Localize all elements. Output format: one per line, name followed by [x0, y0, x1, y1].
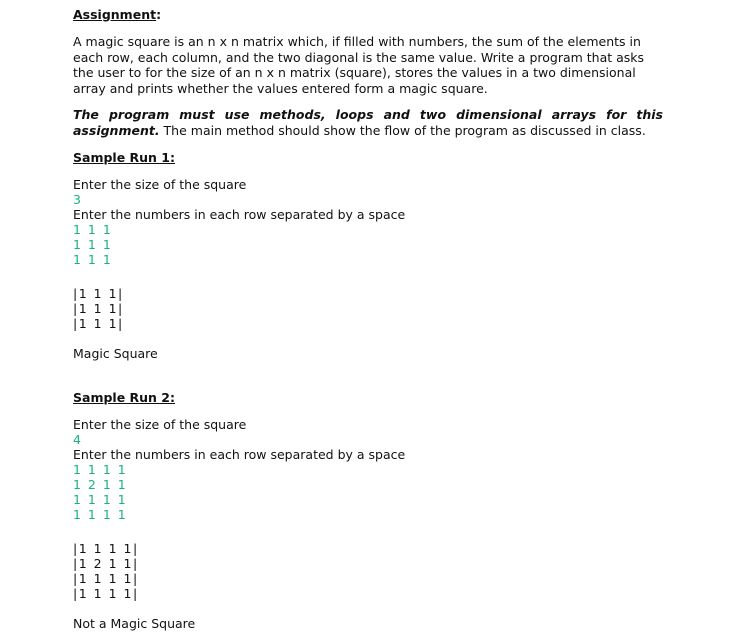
requirement-rest: The main method should show the flow of the program as discussed in class. [159, 122, 646, 138]
assignment-heading-text: Assignment [73, 7, 157, 22]
assignment-heading-colon: : [156, 7, 162, 22]
run2-matrix-row: |1 2 1 1| [73, 556, 139, 571]
run2-matrix-row: |1 1 1 1| [73, 586, 139, 601]
assignment-description: A magic square is an n x n matrix which, if filled with numbers, the sum of the elements in each row, each column, and the two diagonal is the same value. Write a program that asks the user to for the size of an n x n matrix (square), stores the values in a two dimensional array and prints whether the values entered form a magic square. [73, 34, 645, 96]
run2-input-row: 1 1 1 1 [73, 507, 128, 522]
sample-run-2-console [73, 417, 663, 631]
run2-matrix-row: |1 1 1 1| [73, 541, 139, 556]
run1-input-row: 1 1 1 [73, 252, 113, 267]
run1-size-input: 3 [73, 192, 83, 207]
assignment-heading [73, 6, 663, 23]
run1-matrix-row: |1 1 1| [73, 316, 124, 331]
run1-result: Magic Square [73, 346, 158, 361]
run1-matrix-row: |1 1 1| [73, 301, 124, 316]
run2-input-row: 1 2 1 1 [73, 477, 128, 492]
run1-prompt-size: Enter the size of the square [73, 177, 247, 192]
sample-run-2-heading [73, 389, 663, 406]
run2-prompt-size: Enter the size of the square [73, 417, 247, 432]
run2-size-input: 4 [73, 432, 83, 447]
requirement-emphasis: The program must use methods, loops and two dimensional arrays for this assignment. [73, 107, 663, 138]
assignment-requirement [73, 107, 663, 138]
run2-result: Not a Magic Square [73, 616, 196, 631]
sample-run-2-heading-text: Sample Run 2: [73, 390, 175, 405]
document-page [73, 6, 663, 631]
run2-input-row: 1 1 1 1 [73, 462, 128, 477]
run1-input-row: 1 1 1 [73, 237, 113, 252]
sample-run-1-heading-text: Sample Run 1: [73, 150, 175, 165]
run2-prompt-numbers: Enter the numbers in each row separated by a space [73, 447, 406, 462]
run1-prompt-numbers: Enter the numbers in each row separated by a space [73, 207, 406, 222]
sample-run-1-console [73, 177, 663, 361]
run1-matrix-row: |1 1 1| [73, 286, 124, 301]
run2-matrix-row: |1 1 1 1| [73, 571, 139, 586]
run1-input-row: 1 1 1 [73, 222, 113, 237]
sample-run-1-heading [73, 149, 663, 166]
run2-input-row: 1 1 1 1 [73, 492, 128, 507]
